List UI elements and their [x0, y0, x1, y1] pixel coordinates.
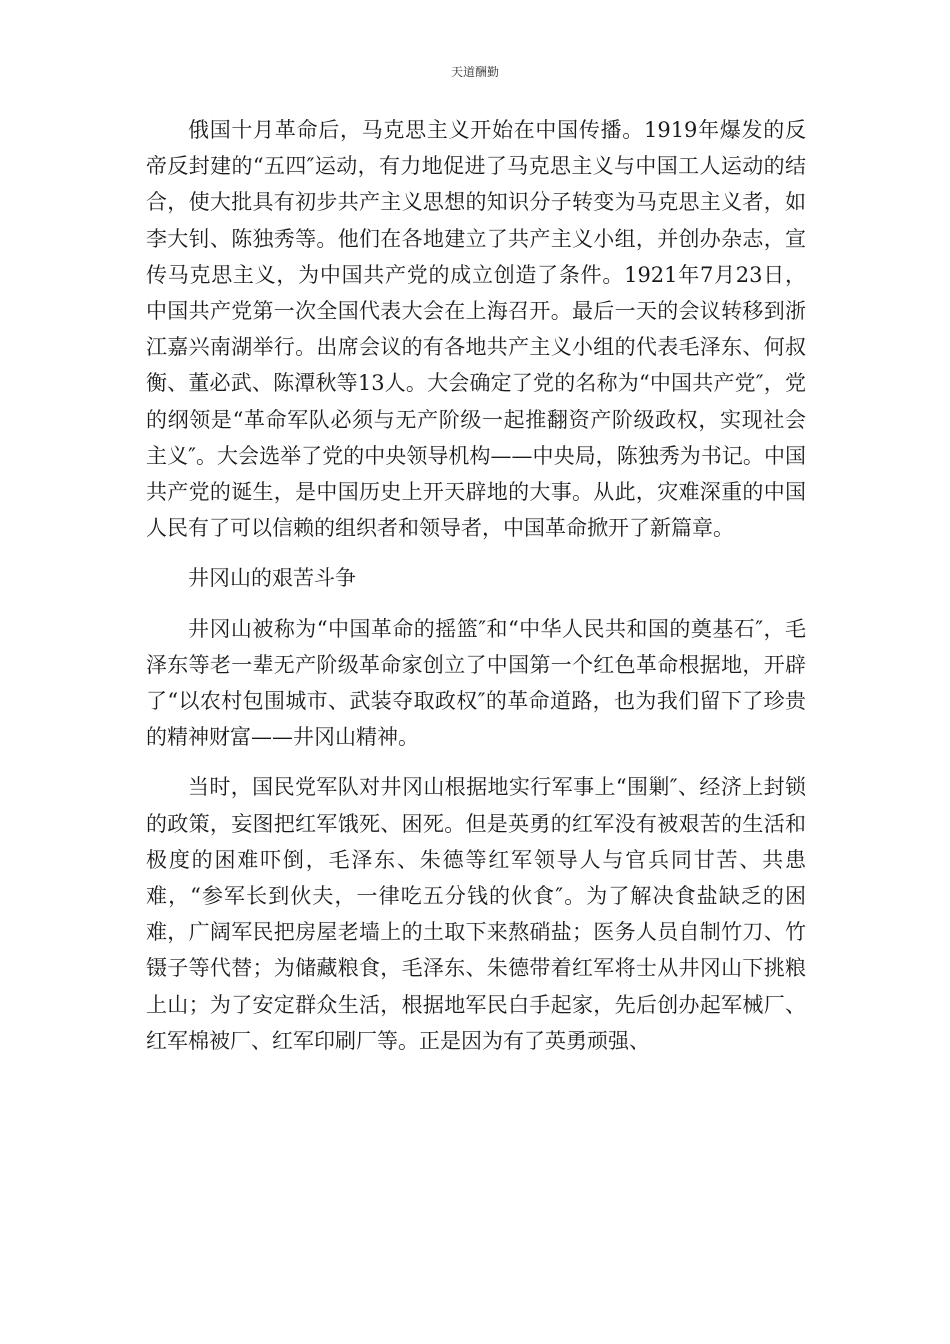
document-body	[146, 112, 806, 1059]
section-heading: 井冈山的艰苦斗争	[188, 566, 356, 591]
paragraph-founding-of-cpc: 俄国十月革命后，马克思主义开始在中国传播。1919年爆发的反帝反封建的“五四″运动，有力地促进了马克思主义与中国工人运动的结合，使大批具有初步共产主义思想的知识分子转变为马克思主义者，如李大钊、陈独秀等。他们在各地建立了共产主义小组，并创办杂志，宣传马克思主义，为中国共产党的成立创造了条件。1921年7月23日，中国共产党第一次全国代表大会在上海召开。最后一天的会议转移到浙江嘉兴南湖举行。出席会议的有各地共产主义小组的代表毛泽东、何叔衡、董必武、陈潭秋等13人。大会确定了党的名称为“中国共产党″，党的纲领是“革命军队必须与无产阶级一起推翻资产阶级政权，实现社会主义″。大会选举了党的中央领导机构——中央局，陈独秀为书记。中国共产党的诞生，是中国历史上开天辟地的大事。从此，灾难深重的中国人民有了可以信赖的组织者和领导者，中国革命掀开了新篇章。	[146, 118, 806, 541]
page-header: 天道酬勤	[450, 65, 499, 79]
paragraph-jinggangshan-intro: 井冈山被称为“中国革命的摇篮″和“中华人民共和国的奠基石″，毛泽东等老一辈无产阶级革命家创立了中国第一个红色革命根据地，开辟了“以农村包围城市、武装夺取政权″的革命道路，也为我们留下了珍贵的精神财富——井冈山精神。	[146, 616, 806, 750]
paragraph-jinggangshan-struggle: 当时，国民党军队对井冈山根据地实行军事上“围剿″、经济上封锁的政策，妄图把红军饿死、困死。但是英勇的红军没有被艰苦的生活和极度的困难吓倒，毛泽东、朱德等红军领导人与官兵同甘苦、共患难，“参军长到伙夫，一律吃五分钱的伙食″。为了解决食盐缺乏的困难，广阔军民把房屋老墙上的土取下来熬硝盐；医务人员自制竹刀、竹镊子等代替；为储藏粮食，毛泽东、朱德带着红军将士从井冈山下挑粮上山；为了安定群众生活，根据地军民白手起家，先后创办起军械厂、红军棉被厂、红军印刷厂等。正是因为有了英勇顽强、	[146, 775, 806, 1053]
